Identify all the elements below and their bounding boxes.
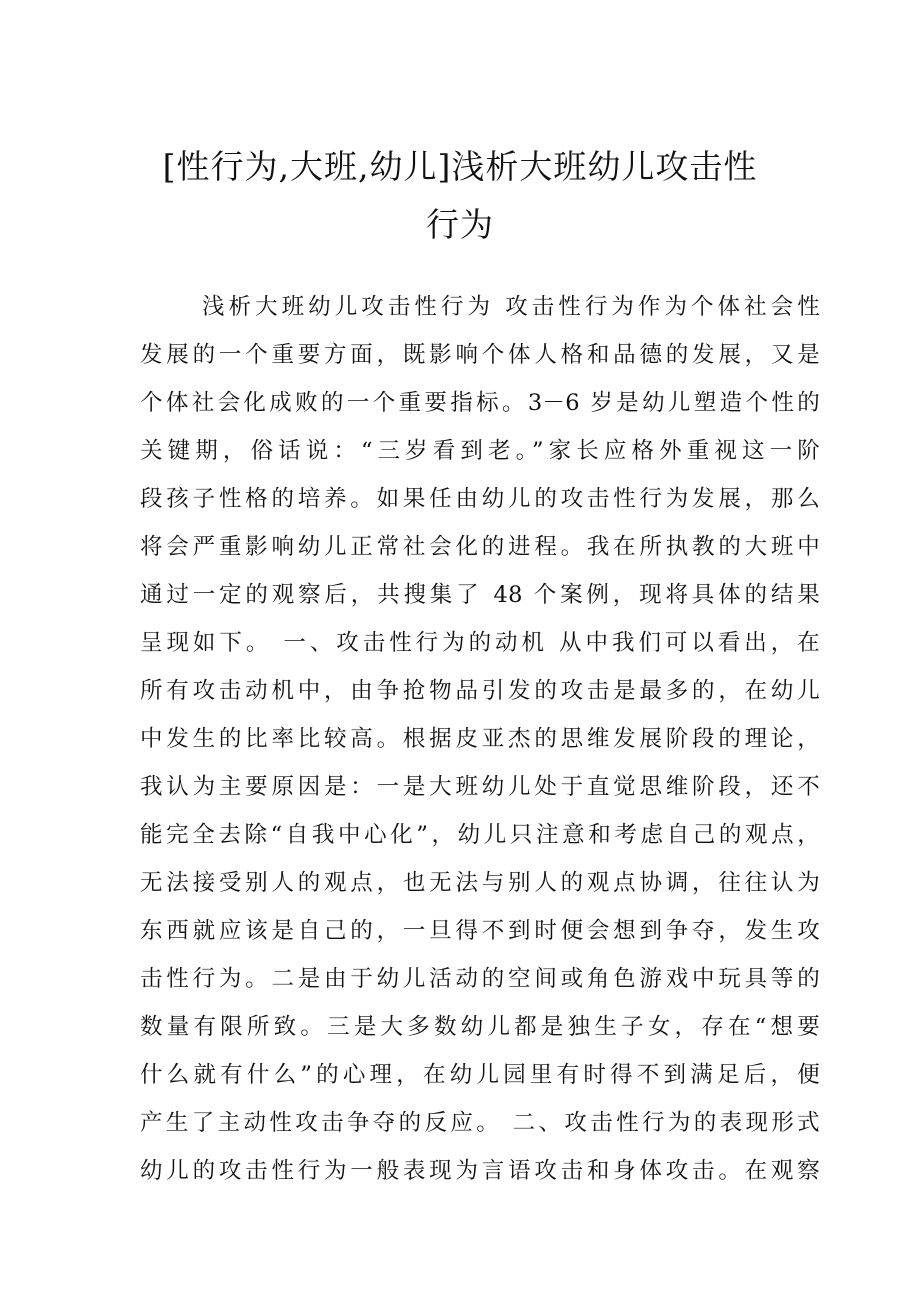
title-line: 行为 xyxy=(426,205,494,244)
body-line: 所有攻击动机中，由争抢物品引发的攻击是最多的，在幼儿 xyxy=(140,678,820,704)
title-line: [性行为,大班,幼儿]浅析大班幼儿攻击性 xyxy=(162,147,758,186)
body-line: 我认为主要原因是：一是大班幼儿处于直觉思维阶段，还不 xyxy=(140,774,820,800)
body-line: 无法接受别人的观点，也无法与别人的观点协调，往往认为 xyxy=(140,870,820,896)
body-line: 段孩子性格的培养。如果任由幼儿的攻击性行为发展，那么 xyxy=(140,486,820,512)
document-title xyxy=(100,138,820,254)
body-line: 浅析大班幼儿攻击性行为 攻击性行为作为个体社会性 xyxy=(202,294,820,320)
document-body xyxy=(140,283,820,1195)
body-line: 产生了主动性攻击争夺的反应。 二、攻击性行为的表现形式 xyxy=(140,1110,820,1136)
body-line: 通过一定的观察后，共搜集了 48 个案例，现将具体的结果 xyxy=(140,582,820,608)
body-line: 关键期，俗话说：“三岁看到老。”家长应格外重视这一阶 xyxy=(140,438,820,464)
body-line: 能完全去除“自我中心化”，幼儿只注意和考虑自己的观点， xyxy=(140,822,820,848)
body-line: 发展的一个重要方面，既影响个体人格和品德的发展，又是 xyxy=(140,342,820,368)
body-line: 中发生的比率比较高。根据皮亚杰的思维发展阶段的理论， xyxy=(140,726,820,752)
body-line: 数量有限所致。三是大多数幼儿都是独生子女，存在“想要 xyxy=(140,1014,820,1040)
body-line: 什么就有什么”的心理，在幼儿园里有时得不到满足后，便 xyxy=(140,1062,820,1088)
body-line: 将会严重影响幼儿正常社会化的进程。我在所执教的大班中 xyxy=(140,534,820,560)
body-line: 幼儿的攻击性行为一般表现为言语攻击和身体攻击。在观察 xyxy=(140,1158,820,1184)
body-line: 呈现如下。 一、攻击性行为的动机 从中我们可以看出，在 xyxy=(140,630,820,656)
body-line: 东西就应该是自己的，一旦得不到时便会想到争夺，发生攻 xyxy=(140,918,820,944)
body-line: 个体社会化成败的一个重要指标。3－6 岁是幼儿塑造个性的 xyxy=(140,390,820,416)
body-line: 击性行为。二是由于幼儿活动的空间或角色游戏中玩具等的 xyxy=(140,966,820,992)
